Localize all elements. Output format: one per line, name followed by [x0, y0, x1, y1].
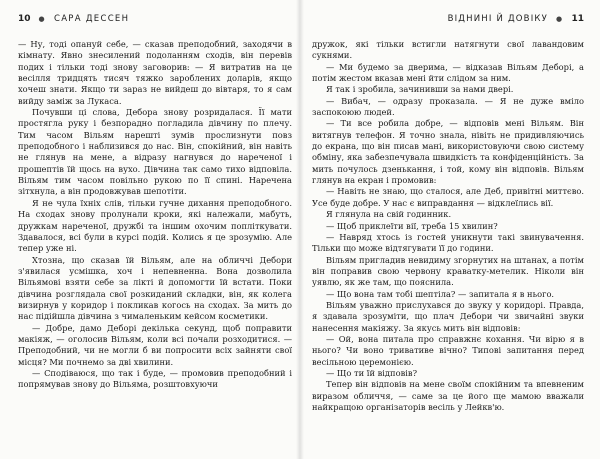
- paragraph: — Що вона там тобі шептіла? — запитала я в нього.: [326, 288, 555, 299]
- paragraph: Вільям пригладив невидиму згорнутих на штанах, а потім він поправив свою червону краватку-метелик. Ніколи він уявлю, як же там, що пояснила.: [312, 254, 584, 288]
- left-page-text: [18, 39, 292, 391]
- right-page-number: 11: [571, 14, 584, 24]
- paragraph: — Ми будемо за дверима, — відказав Вільям Деборі, а потім жестом вказав мені йти слідом за ним.: [312, 61, 584, 84]
- paragraph: Вільям уважно прислухався до звуку у коридорі. Правда, я здавала зрозуміти, що плач Дебори чи звичайні звуки нанесення макіяжу. За якусь мить він відповів:: [312, 299, 584, 333]
- right-running-head: [312, 12, 584, 26]
- bullet-separator-icon: ●: [556, 15, 564, 23]
- paragraph: — Вибач, — одразу проказала. — Я не дуже вміло заспокоюю людей.: [312, 95, 584, 118]
- paragraph: — Сподіваюся, що так і буде, — промовив преподобний і попрямував знову до Вільяма, розштовхуючи: [18, 367, 292, 390]
- right-page: [300, 0, 600, 459]
- paragraph: Я так і зробила, зачинивши за нами двері.: [326, 84, 514, 95]
- paragraph: — Що ти їй відповів?: [326, 367, 418, 378]
- paragraph: Почувши ці слова, Дебора знову розридалася. Її мати простягла руку і безпорадно погладила дівчину по плечу. Тим часом Вільям нарешті зумів прослизнути повз преподобного і наблизився до нас. Він, спокійний, він навіть не глянув на мене, а відразу нагнувся до нареченої і прошептів їй щось на вухо. Дівчина так само тихо відповіла. Вільям тим часом повільно рукою по її спині. Наречена зітхнула, а він продовжував шепотіти.: [18, 107, 292, 197]
- paragraph: Хтозна, що сказав їй Вільям, але на обличчі Дебори з'явилася усмішка, хоч і непевненна. Вона дозволила Вільямові взяти себе за лікті й допомогти їй встати. Поки дівчина розглядала свої розкиданий складки, він, як колега визирнув у коридор і покликав когось на сходах. За мить до нас підійшла дівчина з чималеньким кейсом косметики.: [18, 254, 292, 322]
- left-running-title: САРА ДЕССЕН: [53, 14, 130, 24]
- left-page-number: 10: [18, 14, 31, 24]
- bullet-separator-icon: ●: [38, 15, 46, 23]
- paragraph: Я не чула їхніх слів, тільки гучне дихання преподобного. На сходах знову пролунали кроки, які належали, мабуть, дружкам нареченої, дружбі та іншим охочим попліткувати. Здавалося, всі були в курсі подій. Колись я це зрозумію. Але тепер уже ні.: [18, 197, 292, 254]
- right-page-text: [312, 39, 584, 413]
- paragraph: — Навряд хтось із гостей уникнути такі звинувачення. Тільки що може відтягувати її до години.: [312, 231, 584, 254]
- paragraph: — Добре, дамо Деборі декілька секунд, щоб поправити макіяж, — оголосив Вільям, коли всі почали розходитися. — Преподобний, чи не могли б ви попросити всіх зайняти свої місця? Ми почнемо за дві хвилини.: [18, 322, 292, 367]
- left-running-head: [18, 12, 292, 26]
- paragraph: — Ти все робила добре, — відповів мені Вільям. Він витягнув телефон. Я точно знала, нівіть не придивляючись до екрана, що він писав мані, використовуючи свою систему обміну, яка забезпечувала швидкість та конфіденційність. За мить почулось дзенькання, і той, кому він відповів. Вільям глянув на екран і промовив:: [312, 118, 584, 186]
- paragraph: — Щоб приклеїти вії, треба 15 хвилин?: [326, 220, 498, 231]
- paragraph: дружок, які тільки встигли натягнути свої лавандовим сукнями.: [312, 39, 584, 61]
- paragraph: Тепер він відповів на мене своїм спокійним та впевненим виразом обличчя, — саме за це його ще мамою вважали найкращою організаторів весіль у Лейкв'ю.: [312, 379, 584, 412]
- paragraph: — Ну, тоді опануй себе, — сказав преподобний, заходячи в кімнату. Явно знесилений подоланням сходів, він перевів подих і тільки тоді знову заговорив: — Я витратив на це весілля тридцять тисяч тяжко зароблених доларів, якщо хочеш знати. Якщо ти зараз не вийдеш до вівтаря, то я сам вийду заміж за Лукаса.: [18, 39, 292, 106]
- paragraph: — Ой, вона питала про справжнє кохання. Чи вірю я в нього? Чи воно тривативе вічно? Типові запитання перед весільною церемонією.: [312, 333, 584, 367]
- right-running-title: ВІДНИНІ Й ДОВІКУ: [447, 14, 549, 24]
- paragraph: — Навіть не знаю, що сталося, але Деб, привітні миттєво. Усе буде добре. У нас є виправдання — відклеїлись вії.: [312, 186, 584, 208]
- paragraph: Я глянула на свій годинник.: [326, 209, 452, 220]
